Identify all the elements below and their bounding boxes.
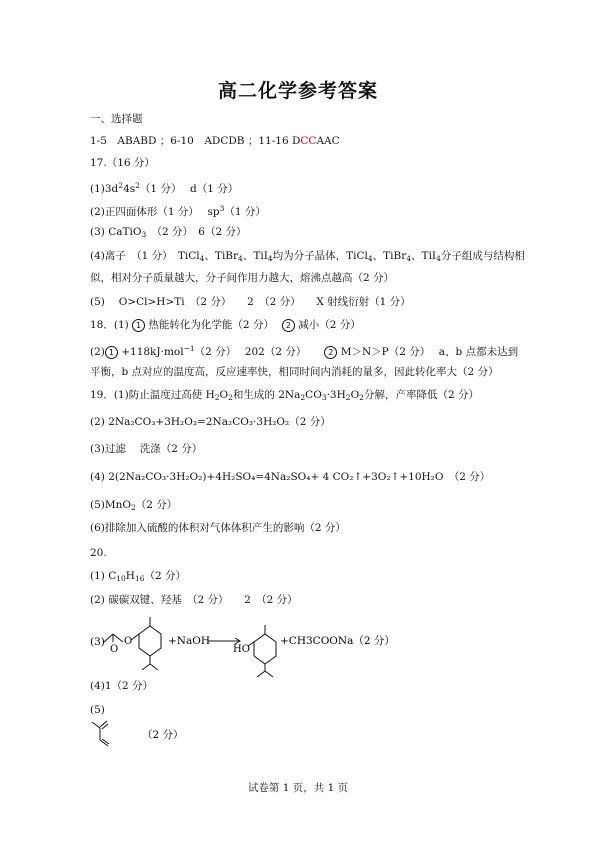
q20-line-1: (1) $C_{10}H_{16}(2$ 分） (90, 570, 187, 583)
reaction-equation-diagram (90, 612, 450, 682)
q20-line-4: (4)1（2 分） (90, 680, 154, 692)
q17-header: 17.（16 分） (90, 157, 155, 169)
ester-bond (113, 634, 123, 642)
q17-line-1: $(1)3d^24s^2(1$ 分） d（1 分） (90, 181, 239, 195)
isopropyl-branch-left-b (150, 664, 158, 670)
circled-number: 2 (282, 319, 295, 332)
circled-number: 1 (105, 346, 118, 359)
ester-oxygen: O (124, 636, 133, 647)
q19-line-5: (5)MnO$_2$（2 分） (90, 499, 178, 512)
q18-line-3: 平衡，b 点对应的温度高，反应速率快，相同时间内消耗的量多，因此转化率大（2 分） (90, 366, 499, 378)
q20-header: 20. (90, 547, 107, 559)
q20-5-score: （2 分） (142, 729, 184, 741)
isopropyl-branch-left-a (142, 664, 150, 670)
methyl-bond-5 (92, 722, 100, 728)
product-hydroxyl: HO (233, 644, 250, 655)
q19-line-1: 19．(1)防止温度过高使 $H_2O_2$和生成的 $2Na_2CO_3\cdot 3H_2O_2$分解，产率降低（2 分） (90, 389, 479, 402)
q20-5-structure (90, 718, 230, 752)
q20-line-5: (5) (90, 704, 105, 716)
section-heading-choice: 一、选择题 (90, 113, 143, 125)
isopropyl-branch-right-a (257, 671, 265, 677)
cyclohexane-ring-right (254, 634, 276, 664)
page-footer: 试卷第 1 页，共 1 页 (247, 782, 349, 794)
circled-number: 2 (324, 346, 337, 359)
q19-line-2: (2) 2Na₂CO₃+3H₂O₂=2Na₂CO₃·3H₂O₂（2 分） (90, 416, 331, 428)
q19-line-6: (6)排除加入硫酸的体积对气体体积产生的影响（2 分） (90, 522, 346, 534)
reagent-naoh: +NaOH (168, 635, 211, 647)
q18-line-2: (2) 1 +118kJ·mol$^{-1}$（2 分） 202（2 分） 2 M＞N＞P（2 分） a、b 点都未达到 (90, 344, 519, 358)
q17-line-4b: 似，相对分子质量越大，分子间作用力越大，熔沸点越高（2 分） (90, 272, 395, 284)
q20-3-label: (3) (90, 636, 105, 648)
highlighted-answers: CC (300, 135, 317, 147)
q17-line-2: (2)正四面体形（1 分） $sp^3(1$ 分） (90, 204, 266, 218)
double-bond-5b-line2 (102, 739, 109, 744)
q19-line-4: (4) 2(2Na₂CO₃·3H₂O₂)+4H₂SO₄=4Na₂SO₄+ 4 CO₂↑+3O₂↑+10H₂O （2 分） (90, 471, 491, 483)
choice-answers: 1-5 ABABD ；6-10 ADCDB ；11-16 DCCAAC (90, 135, 340, 147)
q19-line-3: (3)过滤 洗涤（2 分） (90, 443, 203, 455)
methyl-bond (104, 634, 113, 642)
q17-line-5: (5) O>Cl>H>Ti （2 分） 2 （2 分） X 射线衍射（1 分） (90, 296, 411, 308)
product-sodium-acetate: +CH3COONa（2 分） (280, 635, 395, 647)
q18-line-1: 18．(1) 1 热能转化为化学能（2 分） 2 减小（2 分） (90, 319, 361, 331)
carbonyl-oxygen: O (110, 644, 119, 655)
page-title: 高二化学参考答案 (217, 80, 378, 102)
cyclohexane-ring-left (139, 626, 161, 656)
isopropyl-branch-right-b (265, 671, 273, 677)
q17-line-3: (3) CaTiO$_3$ （2 分） 6（2 分） (90, 226, 247, 239)
q17-line-4: (4)离子 （1 分） TiCl$_4$、TiBr$_4$、TiI$_4$均为分子晶体，TiCl$_4$、TiBr$_4$、TiI$_4$分子组成与结构相 (90, 250, 525, 263)
circled-number: 1 (132, 319, 145, 332)
q20-line-2: (2) 碳碳双键、羟基 （2 分） 2 （2 分） (90, 594, 298, 606)
